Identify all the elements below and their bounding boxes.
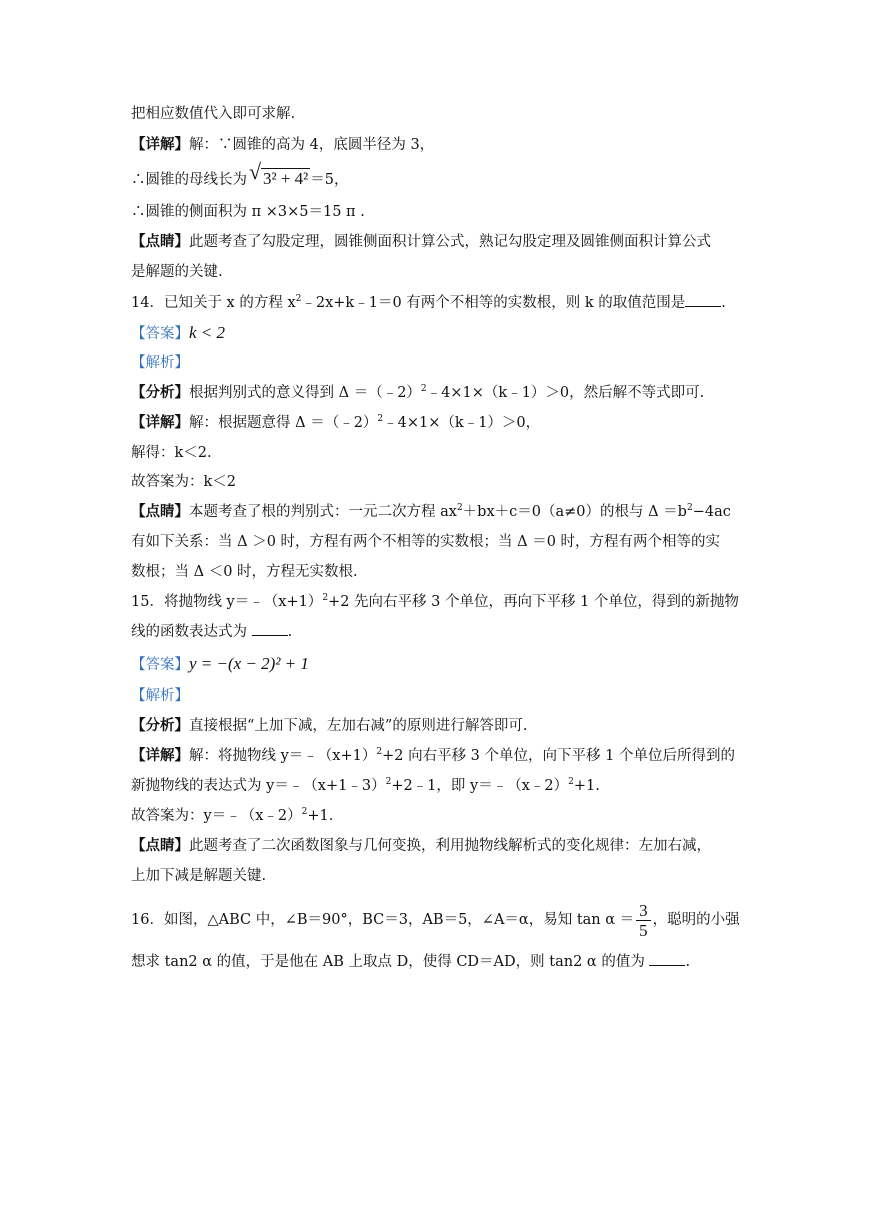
text-line (131, 443, 212, 463)
text: ＋bx＋c＝0（a≠0）的根与 Δ ＝b (462, 504, 687, 520)
text: 本题考查了根的判别式：一元二次方程 ax (189, 504, 457, 520)
comment-label: 【点睛】 (131, 503, 189, 520)
text-line (131, 866, 266, 886)
text: 把相应数值代入即可求解. (131, 106, 296, 122)
superscript: 2 (376, 747, 383, 758)
text: 解：∵圆锥的高为 4，底圆半径为 3， (189, 137, 435, 153)
text: 解：根据题意得 Δ ＝（﹣2） (189, 415, 378, 431)
answer-line (131, 323, 225, 344)
comment-label: 【点睛】 (131, 233, 189, 250)
text: +1. (307, 808, 334, 824)
text: 此题考查了勾股定理，圆锥侧面积计算公式，熟记勾股定理及圆锥侧面积计算公式 (189, 234, 711, 250)
answer-math: k < 2 (189, 323, 226, 342)
text: 想求 tan2 α 的值，于是他在 AB 上取点 D，使得 CD＝AD，则 tan2 α 的值为 (131, 954, 645, 970)
question-16 (131, 900, 740, 940)
question-15 (131, 592, 739, 612)
text-line (131, 952, 690, 972)
text: 是解题的关键. (131, 264, 223, 280)
text: ，聪明的小强 (652, 912, 740, 928)
text: . (685, 954, 691, 970)
text: −4ac (692, 504, 731, 520)
answer-blank (685, 294, 721, 307)
superscript: 2 (301, 807, 308, 818)
text: 14．已知关于 x 的方程 x (131, 295, 296, 311)
text: +1. (573, 778, 600, 794)
analysis-line (131, 383, 704, 403)
text: 线的函数表达式为 (131, 624, 247, 640)
answer-label: 【答案】 (131, 326, 189, 342)
comment-line (131, 502, 731, 522)
text-line (131, 806, 333, 826)
detail-label: 【详解】 (131, 747, 189, 764)
text-line (131, 472, 236, 492)
text: 15．将抛物线 y＝﹣（x+1） (131, 594, 323, 610)
question-14 (131, 293, 726, 313)
superscript: 2 (568, 777, 574, 788)
sqrt-content: 3² + 4² (263, 169, 309, 188)
text: 有如下关系：当 Δ ＞0 时，方程有两个不相等的实数根；当 Δ ＝0 时，方程有两个相等的实 (131, 534, 721, 550)
analysis-sublabel: 【分析】 (131, 384, 189, 401)
text: ﹣4×1×（k﹣1）＞0， (383, 415, 541, 431)
text: 数根；当 Δ ＜0 时，方程无实数根. (131, 564, 358, 580)
fraction-denominator: 5 (639, 920, 648, 940)
text-line (131, 776, 600, 796)
text: 解得：k＜2. (131, 445, 212, 461)
comment-label: 【点睛】 (131, 837, 189, 854)
detail-line (131, 135, 434, 155)
text: 上加下减是解题关键. (131, 868, 267, 884)
superscript: 2 (377, 414, 384, 425)
text-line (131, 532, 720, 552)
text: ﹣4×1×（k﹣1）＞0，然后解不等式即可. (426, 385, 705, 401)
answer-blank (252, 623, 288, 636)
analysis-label: 【解析】 (131, 688, 189, 704)
text: ＝5， (310, 172, 349, 188)
text: 故答案为：y＝﹣（x﹣2） (131, 808, 302, 824)
text: +2 向右平移 3 个单位，向下平移 1 个单位后所得到的 (382, 748, 735, 764)
analysis-line (131, 716, 527, 736)
answer-label: 【答案】 (131, 657, 189, 673)
text-line (131, 104, 295, 124)
superscript: 2 (686, 503, 693, 514)
text: 解：将抛物线 y＝﹣（x+1） (189, 748, 377, 764)
text-line (131, 262, 223, 282)
text: 此题考查了二次函数图象与几何变换，利用抛物线解析式的变化规律：左加右减， (189, 838, 711, 854)
text: +2 先向右平移 3 个单位，再向下平移 1 个单位，得到的新抛物 (328, 594, 739, 610)
text-line (131, 159, 349, 190)
detail-line (131, 413, 540, 433)
comment-line (131, 836, 711, 856)
analysis-heading (131, 353, 189, 373)
text-line (131, 202, 365, 222)
comment-line (131, 232, 711, 252)
analysis-heading (131, 686, 189, 706)
text-line (131, 562, 358, 582)
text: 16．如图，△ABC 中，∠B＝90°，BC＝3，AB＝5，∠A＝α，易知 tan α ＝ (131, 912, 635, 928)
text: 根据判别式的意义得到 Δ ＝（﹣2） (189, 385, 421, 401)
text: ﹣2x+k﹣1＝0 有两个不相等的实数根，则 k 的取值范围是 (301, 295, 686, 311)
answer-blank (649, 953, 685, 966)
superscript: 2 (420, 384, 427, 395)
text: . (721, 295, 726, 311)
text: ∴圆锥的侧面积为 π ×3×5＝15 π . (131, 204, 365, 220)
detail-label: 【详解】 (131, 414, 189, 431)
analysis-sublabel: 【分析】 (131, 717, 189, 734)
fraction (636, 901, 651, 940)
superscript: 2 (322, 593, 329, 604)
analysis-label: 【解析】 (131, 355, 189, 371)
text-line (131, 622, 292, 642)
sqrt-expression (249, 159, 310, 189)
text: +2﹣1，即 y＝﹣（x﹣2） (391, 778, 569, 794)
text: 新抛物线的表达式为 y＝﹣（x+1﹣3） (131, 778, 386, 794)
superscript: 2 (385, 777, 392, 788)
text: . (287, 624, 293, 640)
text: 故答案为：k＜2 (131, 474, 237, 490)
detail-line (131, 746, 735, 766)
superscript: 2 (456, 503, 463, 514)
radical-sign: √ (249, 159, 262, 184)
superscript: 2 (295, 294, 302, 305)
text: ∴圆锥的母线长为 (131, 172, 247, 188)
detail-label: 【详解】 (131, 136, 189, 153)
text: 直接根据“上加下减，左加右减”的原则进行解答即可. (189, 718, 528, 734)
answer-line (131, 654, 309, 675)
fraction-numerator: 3 (636, 901, 651, 921)
answer-math: y = −(x − 2)² + 1 (189, 654, 309, 673)
